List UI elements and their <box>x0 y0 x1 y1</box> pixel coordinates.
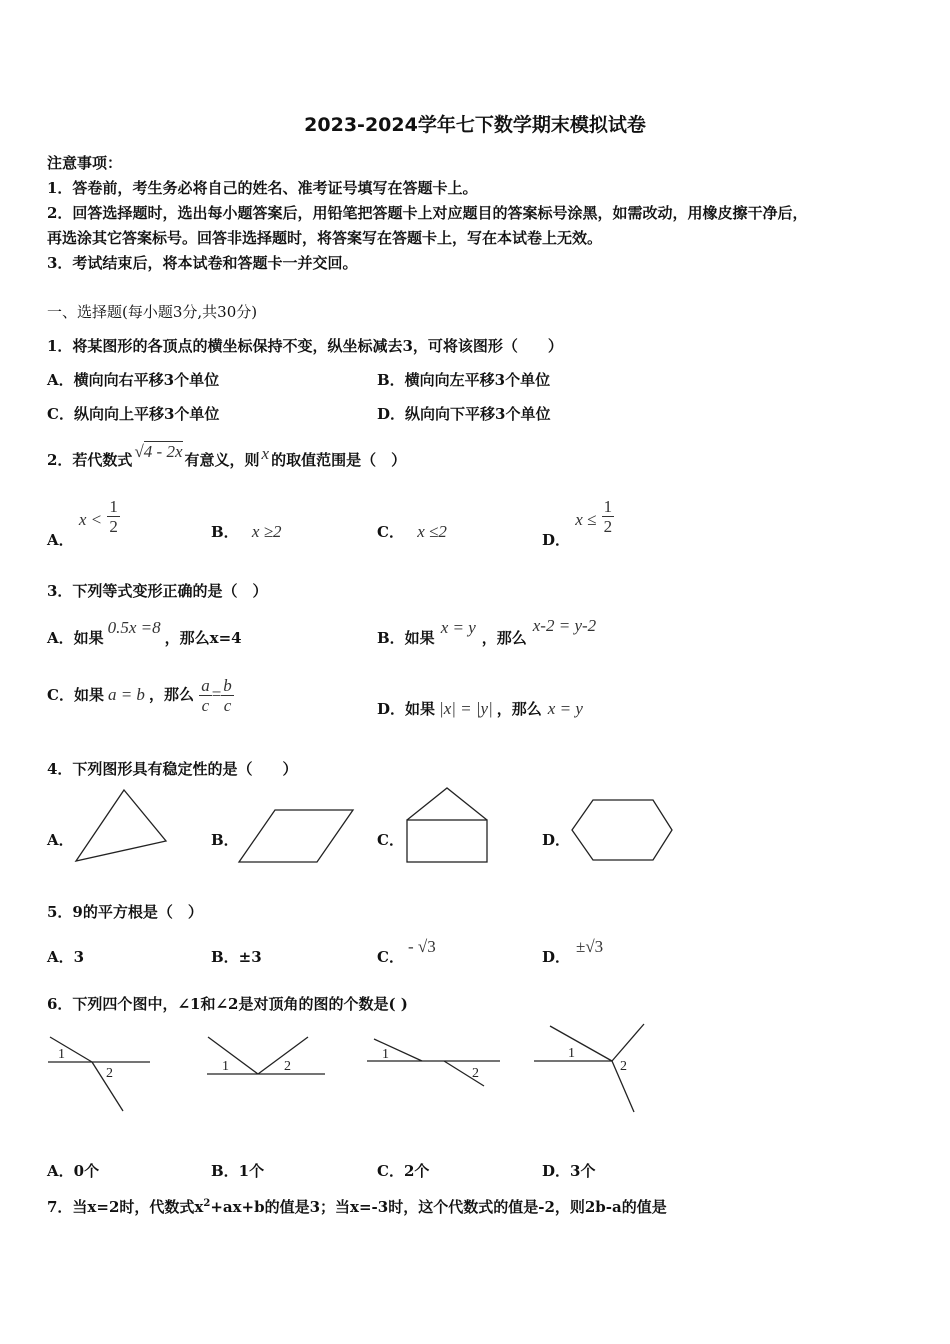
q2-option-d[interactable] <box>542 497 614 549</box>
fig2-ray-left <box>208 1037 258 1074</box>
q2-d-den: 2 <box>603 517 613 536</box>
fig3-angle-1-label: 1 <box>382 1047 389 1062</box>
house-roof-shape <box>407 788 487 820</box>
q5-option-d[interactable] <box>542 937 604 967</box>
q4-option-a-label[interactable]: A． <box>47 831 74 849</box>
q3-d-expr: |x| = |y| <box>439 699 493 718</box>
q2-option-a[interactable] <box>47 497 120 549</box>
q2-c-label: C． <box>377 523 404 541</box>
q2-stem <box>47 442 407 470</box>
q7-stem-pre: 7．当x=2时，代数式x <box>47 1198 204 1216</box>
q3-option-a[interactable] <box>47 618 242 648</box>
triangle-shape <box>76 790 166 861</box>
q5-option-c[interactable] <box>377 937 436 967</box>
q2-d-fraction <box>602 497 615 536</box>
q3-b-mid: ，那么 <box>481 629 527 647</box>
q2-a-num: 1 <box>109 497 118 516</box>
q2-stem-mid: 有意义，则 <box>184 451 260 469</box>
hexagon-shape <box>572 800 672 860</box>
q6-figure-4 <box>528 1018 653 1118</box>
section-heading: 一、选择题(每小题3分,共30分) <box>47 303 258 321</box>
q6-option-d[interactable]: D．3个 <box>542 1162 596 1180</box>
q1-option-a[interactable]: A．横向向右平移3个单位 <box>47 371 220 389</box>
q6-option-c[interactable]: C．2个 <box>377 1162 430 1180</box>
notice-item-2a: 2．回答选择题时，选出每小题答案后，用铅笔把答题卡上对应题目的答案标号涂黑，如需改动，用橡皮擦干净后， <box>47 204 808 222</box>
q2-stem-post: 的取值范围是（ ） <box>271 451 407 469</box>
q1-stem: 1．将某图形的各顶点的横坐标保持不变，纵坐标减去3，可将该图形（ ） <box>47 337 563 355</box>
q2-d-expr: x ≤ <box>575 509 597 529</box>
q3-option-d[interactable] <box>377 698 583 719</box>
fig1-angle-1-label: 1 <box>58 1047 65 1062</box>
q1-option-c[interactable]: C．纵向向上平移3个单位 <box>47 405 220 423</box>
q4-option-d-label[interactable]: D． <box>542 831 571 849</box>
q7-stem <box>47 1196 667 1217</box>
fig2-angle-1-label: 1 <box>222 1059 229 1074</box>
house-body-shape <box>407 820 487 862</box>
q2-a-label: A． <box>47 530 74 549</box>
q3-d-pre: D．如果 <box>377 700 436 718</box>
q6-figure-3 <box>360 1025 505 1100</box>
q4-triangle-figure <box>70 785 175 867</box>
q3-c-den2: c <box>223 696 232 715</box>
page-title: 2023-2024学年七下数学期末模拟试卷 <box>304 114 646 136</box>
q2-a-den: 2 <box>109 517 118 536</box>
q2-option-b[interactable] <box>211 521 282 542</box>
fig1-angle-2-label: 2 <box>106 1066 113 1081</box>
fig2-angle-2-label: 2 <box>284 1059 291 1074</box>
fig4-angle-2-label: 2 <box>620 1059 627 1074</box>
q2-d-label: D． <box>542 530 571 549</box>
q4-house-figure <box>400 785 495 867</box>
q5-d-expr: ±√3 <box>576 937 604 956</box>
fig4-angle-1-label: 1 <box>568 1046 575 1061</box>
q3-c-num1: a <box>201 676 210 695</box>
q3-option-c[interactable] <box>47 676 234 715</box>
q5-stem: 5．9的平方根是（ ） <box>47 903 203 921</box>
q6-stem: 6．下列四个图中，∠1和∠2是对顶角的图的个数是( ) <box>47 995 408 1013</box>
q3-a-expr: 0.5x =8 <box>107 618 161 637</box>
q2-a-fraction <box>107 497 120 536</box>
q3-c-num2: b <box>223 676 232 695</box>
q6-figure-1 <box>40 1025 160 1120</box>
notice-heading: 注意事项： <box>47 154 123 172</box>
q2-b-expr: x ≥2 <box>251 522 282 541</box>
q6-option-b[interactable]: B．1个 <box>211 1162 265 1180</box>
notice-item-3: 3．考试结束后，将本试卷和答题卡一并交回。 <box>47 254 358 272</box>
q3-stem: 3．下列等式变形正确的是（ ） <box>47 582 268 600</box>
q1-option-d[interactable]: D．纵向向下平移3个单位 <box>377 405 551 423</box>
q4-parallelogram-figure <box>235 805 360 867</box>
q2-b-label: B． <box>211 523 239 541</box>
q3-c-fraction-2 <box>221 676 234 715</box>
q4-option-b-label[interactable]: B． <box>211 831 239 849</box>
q1-option-b[interactable]: B．横向向左平移3个单位 <box>377 371 551 389</box>
q2-variable: x <box>261 444 270 463</box>
q3-a-post: ，那么x=4 <box>164 629 242 647</box>
q7-stem-post: +ax+b的值是3；当x=-3时，这个代数式的值是-2，则2b-a的值是 <box>210 1198 667 1216</box>
q5-d-label: D． <box>542 948 571 966</box>
q7-superscript: 2 <box>203 1198 211 1209</box>
fig4-ray-upper-left <box>550 1026 612 1061</box>
q5-c-expr: - √3 <box>407 937 436 956</box>
notice-item-1: 1．答卷前，考生务必将自己的姓名、准考证号填写在答题卡上。 <box>47 179 478 197</box>
parallelogram-shape <box>239 810 353 862</box>
q5-c-label: C． <box>377 948 404 966</box>
q4-stem: 4．下列图形具有稳定性的是（ ） <box>47 760 298 778</box>
q2-c-expr: x ≤2 <box>417 522 447 541</box>
q3-c-den1: c <box>201 696 210 715</box>
q3-c-expr: a = b <box>107 684 145 704</box>
q3-option-b[interactable] <box>377 616 597 648</box>
q4-hexagon-figure <box>565 795 680 865</box>
q2-option-c[interactable] <box>377 521 447 542</box>
fig2-ray-right <box>258 1037 308 1074</box>
notice-item-2b: 再选涂其它答案标号。回答非选择题时，将答案写在答题卡上，写在本试卷上无效。 <box>47 229 603 247</box>
fig4-ray-upper-right <box>612 1024 644 1061</box>
q3-c-pre: C．如果 <box>47 685 104 704</box>
q5-option-a[interactable]: A．3 <box>47 948 85 966</box>
q3-d-expr2: x = y <box>547 699 583 718</box>
q2-d-num: 1 <box>603 497 613 516</box>
q2-radical <box>134 442 182 461</box>
fig3-angle-2-label: 2 <box>472 1066 479 1081</box>
q3-c-mid: ，那么 <box>148 685 194 704</box>
sqrt-icon: √ <box>134 442 144 461</box>
q2-a-expr: x < <box>78 509 103 529</box>
q5-option-b[interactable]: B．±3 <box>211 948 262 966</box>
q6-option-a[interactable]: A．0个 <box>47 1162 100 1180</box>
q3-c-fraction-1 <box>199 676 212 715</box>
q3-b-expr2: x-2 = y-2 <box>532 616 597 635</box>
q3-a-pre: A．如果 <box>47 629 104 647</box>
q2-radicand: 4 - 2x <box>143 442 183 461</box>
q4-option-c-label[interactable]: C． <box>377 831 404 849</box>
q3-b-expr: x = y <box>440 618 476 637</box>
fig1-ray-1 <box>50 1037 92 1062</box>
q3-c-eq: = <box>211 684 222 704</box>
q3-b-pre: B．如果 <box>377 629 435 647</box>
q6-figure-2 <box>200 1025 330 1085</box>
q3-d-mid: ，那么 <box>496 700 542 718</box>
q2-stem-pre: 2．若代数式 <box>47 451 133 469</box>
